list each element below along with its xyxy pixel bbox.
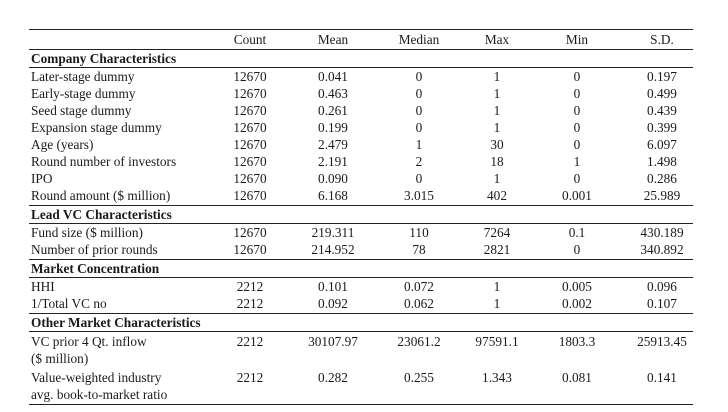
section-title-row bbox=[29, 260, 693, 277]
cell-count: 2212 bbox=[236, 279, 264, 294]
table-row bbox=[29, 241, 693, 258]
cell-sd: 1.498 bbox=[647, 154, 677, 169]
cell-min: 0 bbox=[573, 120, 581, 135]
table-row bbox=[29, 136, 693, 153]
cell-mean: 30107.97 bbox=[308, 334, 358, 349]
cell-median: 0.072 bbox=[404, 279, 434, 294]
cell-max: 97591.1 bbox=[475, 334, 519, 349]
row-label: Age (years) bbox=[31, 137, 94, 152]
row-label: 1/Total VC no bbox=[31, 296, 107, 311]
cell-min: 0 bbox=[573, 69, 581, 84]
row-label-line-1: VC prior 4 Qt. inflow bbox=[31, 334, 147, 349]
cell-min: 0.002 bbox=[562, 296, 592, 311]
cell-mean: 0.261 bbox=[318, 103, 348, 118]
header-min: Min bbox=[565, 32, 589, 47]
cell-min: 1803.3 bbox=[558, 334, 596, 349]
cell-sd: 340.892 bbox=[640, 242, 684, 257]
cell-count: 12670 bbox=[233, 242, 267, 257]
cell-max: 2821 bbox=[483, 242, 511, 257]
cell-median: 23061.2 bbox=[397, 334, 441, 349]
cell-median: 2 bbox=[415, 154, 423, 169]
table-row bbox=[29, 102, 693, 119]
cell-mean: 6.168 bbox=[318, 188, 348, 203]
cell-median: 110 bbox=[409, 225, 429, 240]
cell-mean: 0.092 bbox=[318, 296, 348, 311]
cell-max: 1 bbox=[493, 69, 501, 84]
section-title-row bbox=[29, 50, 693, 67]
cell-count: 12670 bbox=[233, 154, 267, 169]
section-title: Other Market Characteristics bbox=[31, 315, 201, 330]
cell-mean: 2.191 bbox=[318, 154, 348, 169]
cell-count: 2212 bbox=[236, 334, 264, 349]
table-row bbox=[29, 369, 693, 403]
cell-count: 12670 bbox=[233, 171, 267, 186]
cell-mean: 0.282 bbox=[318, 370, 348, 385]
table-row bbox=[29, 187, 693, 204]
cell-mean: 219.311 bbox=[311, 225, 355, 240]
cell-sd: 0.439 bbox=[647, 103, 677, 118]
cell-mean: 0.041 bbox=[318, 69, 348, 84]
row-label-line-1: Value-weighted industry bbox=[31, 370, 162, 385]
cell-sd: 0.286 bbox=[647, 171, 677, 186]
cell-median: 78 bbox=[412, 242, 426, 257]
row-label: Seed stage dummy bbox=[31, 103, 132, 118]
cell-count: 12670 bbox=[233, 120, 267, 135]
header-median: Median bbox=[398, 32, 440, 47]
cell-median: 0.255 bbox=[404, 370, 434, 385]
cell-mean: 0.199 bbox=[318, 120, 348, 135]
cell-sd: 430.189 bbox=[640, 225, 684, 240]
table-row bbox=[29, 68, 693, 85]
cell-count: 2212 bbox=[236, 370, 264, 385]
cell-min: 0.1 bbox=[568, 225, 586, 240]
cell-median: 3.015 bbox=[404, 188, 434, 203]
cell-max: 1.343 bbox=[482, 370, 512, 385]
cell-min: 1 bbox=[573, 154, 581, 169]
cell-mean: 2.479 bbox=[318, 137, 348, 152]
cell-count: 12670 bbox=[233, 188, 267, 203]
row-label: Round amount ($ million) bbox=[31, 188, 171, 203]
cell-sd: 25.989 bbox=[643, 188, 681, 203]
cell-mean: 0.090 bbox=[318, 171, 348, 186]
header-count: Count bbox=[233, 32, 267, 47]
cell-sd: 6.097 bbox=[647, 137, 677, 152]
cell-min: 0 bbox=[573, 242, 581, 257]
cell-sd: 0.107 bbox=[647, 296, 677, 311]
section-title: Market Concentration bbox=[31, 261, 160, 276]
cell-median: 1 bbox=[415, 137, 423, 152]
cell-max: 1 bbox=[493, 171, 501, 186]
cell-mean: 0.463 bbox=[318, 86, 348, 101]
header-max: Max bbox=[484, 32, 510, 47]
cell-max: 18 bbox=[490, 154, 504, 169]
row-label: IPO bbox=[31, 171, 53, 186]
cell-max: 1 bbox=[493, 86, 501, 101]
cell-sd: 0.141 bbox=[647, 370, 677, 385]
cell-max: 7264 bbox=[483, 225, 511, 240]
cell-sd: 0.197 bbox=[647, 69, 677, 84]
section-title-row bbox=[29, 206, 693, 223]
cell-max: 1 bbox=[493, 103, 501, 118]
cell-max: 1 bbox=[493, 296, 501, 311]
cell-median: 0 bbox=[415, 86, 423, 101]
cell-count: 12670 bbox=[233, 86, 267, 101]
cell-count: 2212 bbox=[236, 296, 264, 311]
cell-count: 12670 bbox=[233, 69, 267, 84]
section-title-row bbox=[29, 314, 693, 331]
table-row bbox=[29, 85, 693, 102]
table-row bbox=[29, 333, 693, 367]
cell-sd: 0.399 bbox=[647, 120, 677, 135]
table-bottom-rule bbox=[29, 404, 693, 405]
table-row bbox=[29, 153, 693, 170]
cell-count: 12670 bbox=[233, 137, 267, 152]
cell-max: 30 bbox=[490, 137, 504, 152]
cell-median: 0 bbox=[415, 103, 423, 118]
table-row bbox=[29, 224, 693, 241]
cell-min: 0 bbox=[573, 137, 581, 152]
cell-max: 402 bbox=[487, 188, 507, 203]
header-mean: Mean bbox=[317, 32, 349, 47]
section-rule bbox=[29, 331, 693, 332]
row-label-line-2: ($ million) bbox=[31, 351, 89, 366]
row-label-line-2: avg. book-to-market ratio bbox=[31, 387, 168, 402]
row-label: Round number of investors bbox=[31, 154, 177, 169]
cell-sd: 0.499 bbox=[647, 86, 677, 101]
table-row bbox=[29, 170, 693, 187]
cell-median: 0 bbox=[415, 171, 423, 186]
cell-sd: 0.096 bbox=[647, 279, 677, 294]
cell-median: 0 bbox=[415, 120, 423, 135]
row-label: Fund size ($ million) bbox=[31, 225, 143, 240]
section-title: Company Characteristics bbox=[31, 51, 177, 66]
cell-median: 0 bbox=[415, 69, 423, 84]
row-label: Number of prior rounds bbox=[31, 242, 158, 257]
cell-min: 0 bbox=[573, 86, 581, 101]
cell-min: 0.005 bbox=[562, 279, 592, 294]
table-row bbox=[29, 295, 693, 312]
cell-min: 0 bbox=[573, 171, 581, 186]
row-label: Early-stage dummy bbox=[31, 86, 136, 101]
table-row bbox=[29, 278, 693, 295]
row-label: HHI bbox=[31, 279, 55, 294]
cell-count: 12670 bbox=[233, 103, 267, 118]
section-title: Lead VC Characteristics bbox=[31, 207, 172, 222]
table-row bbox=[29, 119, 693, 136]
cell-mean: 0.101 bbox=[318, 279, 348, 294]
cell-min: 0.001 bbox=[562, 188, 592, 203]
cell-min: 0.081 bbox=[562, 370, 592, 385]
cell-min: 0 bbox=[573, 103, 581, 118]
cell-max: 1 bbox=[493, 120, 501, 135]
cell-sd: 25913.45 bbox=[637, 334, 687, 349]
row-label: Later-stage dummy bbox=[31, 69, 135, 84]
row-label: Expansion stage dummy bbox=[31, 120, 162, 135]
cell-count: 12670 bbox=[233, 225, 267, 240]
header-sd: S.D. bbox=[650, 32, 674, 47]
cell-mean: 214.952 bbox=[311, 242, 355, 257]
table-header-row bbox=[29, 30, 693, 49]
cell-median: 0.062 bbox=[404, 296, 434, 311]
cell-max: 1 bbox=[493, 279, 501, 294]
